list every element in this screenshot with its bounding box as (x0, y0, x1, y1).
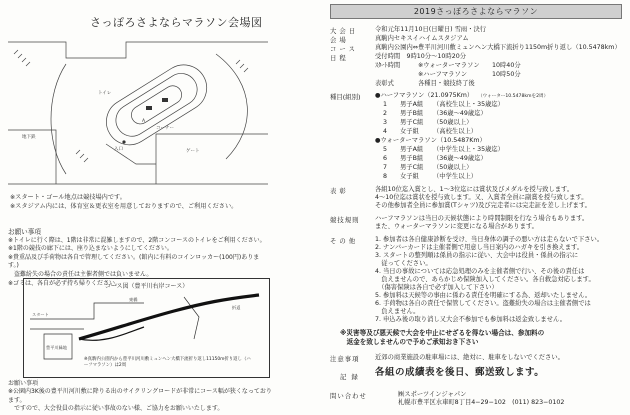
request-line: 盗難紛失の場合の責任は主催者側では負いません。 (8, 270, 153, 278)
label-schedule: 日程 (330, 54, 349, 62)
group-cond: （中学生以上） (433, 173, 478, 180)
course-note: ※真駒内公園内から豊平川河川敷ミュンヘン大橋下流折り返し11150m折り返し（ハーフマラソン）は2周 (84, 357, 251, 368)
group-cond: （高校生以上） (433, 128, 478, 135)
group-num: 8 (383, 173, 388, 180)
rules-line: また、ウォーターマラソンに変更になる場合があります。 (375, 223, 538, 230)
other-line: 7. 申込み後の取り消し又大会不参加でも参加料は返金致しません。 (375, 316, 566, 323)
group-name: 女子組 (400, 173, 419, 180)
group-num: 1 (383, 101, 388, 108)
requests-section-2 (8, 380, 273, 414)
label-rules: 競技規則 (330, 216, 360, 224)
other-line: （傷害保険は各自で必ず加入して下さい） (375, 284, 498, 291)
group-name: 男子A組 (400, 101, 424, 108)
request-line: ※トイレに行く際は、1階は非常に混雑しますので、2階コンコースのトイレをご利用ください。 (8, 236, 266, 244)
start-time: 10時50分 (492, 71, 521, 78)
map-label-a: A (142, 119, 146, 124)
request-line: ※1階の競技の廊下には、座り込まないようにしてください。 (8, 245, 173, 253)
course-label-park: 豊平川緑地 (46, 345, 67, 350)
group-num: 6 (383, 155, 388, 162)
event-water: ●ウォーターマラソン（10.5487Km） (375, 137, 486, 144)
value-venue: 真駒内セキスイハイムスタジアム (375, 35, 469, 42)
value-course: 真駒内公園内⇔豊平川河川敷ミュンヘン大橋下流折り1150m折り返し（10.5478km） (375, 44, 621, 51)
course-map (24, 289, 269, 367)
group-num: 7 (383, 164, 388, 171)
value-schedule: 受付時間 9時10分〜10時20分 (375, 53, 467, 60)
group-num: 4 (383, 128, 388, 135)
group-num: 3 (383, 119, 388, 126)
label-events: 種目(組別) (330, 93, 361, 101)
requests-heading: お願い事項 (8, 228, 41, 236)
other-line: 2. ナンバーカードは主催者側で用意し当日案内のハガキを引き換えます。 (375, 244, 584, 251)
notice-value: 近郊の商業施設の駐車場には、絶対に、駐車をしないでください。 (375, 354, 564, 361)
group-cond: （50歳以上） (433, 119, 473, 126)
map-label-gate: ゲート (186, 149, 200, 154)
course-label-bridge: 東橋 (129, 297, 138, 302)
other-line: 1. 参加者は各自健康診断を受け、当日身体の調子の悪い方は走らないで下さい。 (375, 236, 604, 243)
awards-line: 各組10位迄入賞とし、1〜3位迄には賞状及びメダルを授与致します。 (375, 186, 574, 193)
warning-line: 返金を致しませんので予めご承知おき下さい (340, 338, 479, 346)
start-time: 10時40分 (492, 62, 521, 69)
group-cond: （高校生以上・35歳迄） (433, 101, 504, 108)
group-cond: （50歳以上） (433, 164, 473, 171)
group-name: 男子C組 (400, 119, 424, 126)
course-label-goal: 折返 (232, 305, 241, 310)
map-label-entrance: 入口 (114, 147, 123, 152)
start-time-label: ｽﾀｰﾄ時間 (375, 62, 401, 69)
ceremony-label: 表彰式 (375, 80, 394, 87)
event-title: 2019さっぽろさよならマラソン (330, 4, 622, 19)
awards-line: その他参加者全員に参加賞(Tシャツ)及び完走者には完走証を差し上げます。 (375, 202, 591, 209)
course-label-start: スタート (32, 312, 49, 317)
warning-line: ※災害等及び悪天候で大会を中止にせざるを得ない場合は、参加料の (340, 329, 545, 337)
event-half-note: （ウォーター10.5478kmを2周） (478, 94, 549, 99)
map-label-corner: コーナー (156, 126, 174, 131)
other-line: 従ってください。 (375, 260, 432, 267)
group-name: 女子組 (400, 128, 419, 135)
group-name: 男子B組 (400, 155, 424, 162)
group-cond: （36歳〜49歳迄） (433, 155, 487, 162)
request-line: ※公園内3K後の豊平川河川敷に降りる出のサイクリングロードが非常にコース幅が狭くなっております。 (8, 388, 272, 404)
group-cond: （中学生以上・35歳迄） (433, 146, 504, 153)
map-label-station: 地下鉄 (22, 135, 36, 140)
value-date: 令和元年11月10日(日曜日) 雪雨・決行 (375, 26, 487, 33)
request-line: ですので、大会役員の指示に従い事故のない様、ご協力をお願いいたします。 (8, 405, 224, 413)
contact-line: 札幌市豊平区水車町8丁目4−29−102 (011) 823−0102 (398, 399, 565, 406)
group-name: 男子A組 (400, 146, 424, 153)
other-line: 負えません。 (375, 308, 420, 315)
label-date: 大会日 (330, 27, 359, 35)
awards-line: 4〜10位迄は賞状を授与致します。又、入賞者全員に副賞を授与致します。 (375, 194, 588, 201)
label-other: その他 (330, 237, 359, 245)
request-line: ※貴重品及び手荷物は各自で管理してください。(館内に有料のコインロッカー(100円)あります。) (8, 253, 260, 270)
record-value: 各組の成績表を後日、郵送致します。 (375, 367, 545, 378)
venue-notes (10, 193, 237, 211)
group-name: 男子B組 (400, 110, 424, 117)
request-line: ※ゴミは、各自が必ず持ち帰りください。 (8, 279, 122, 287)
start-event: ※ウォーターマラソン (418, 62, 480, 69)
venue-note: ※スタジアム内には、体育室＆更衣室を用意しておりますので、ご利用ください。 (10, 203, 238, 210)
other-line: 3. スタートの整列順は係員の指示に従い、大会中は役員・係員の指示に (375, 252, 579, 259)
other-line: 負えませんので、あらかじめ保険加入してください。各自救急対応します。 (375, 276, 595, 283)
venue-map-title: さっぽろさよならマラソン会場図 (90, 16, 263, 29)
group-num: 2 (383, 110, 388, 117)
other-line: 5. 参加料は天候等の事由に係わる責任を明確にする為、返却いたしません。 (375, 292, 592, 299)
venue-map (6, 34, 271, 192)
other-line: 4. 当日の事故については応急処理のみを主催者側で行い、その後の責任は (375, 268, 585, 275)
label-venue: 会場 (330, 36, 349, 44)
rules-line: ハーフマラソンは当日の天候状態により時間制限を行なう場合もあります。 (375, 215, 589, 222)
ceremony-value: 各種目・競技終了後 (418, 80, 475, 87)
map-label-toilet: トイレ (98, 91, 112, 96)
event-half: ●ハーフマラソン（21.0975Km） (375, 92, 474, 99)
requests-heading-2: お願い事項 (8, 380, 39, 387)
course-map-box (23, 278, 270, 378)
venue-note: ※スタート・ゴール地点は競技場内です。 (10, 194, 126, 201)
group-num: 5 (383, 146, 388, 153)
label-contact: 問い合わせ (330, 392, 367, 400)
other-line: 6. 手荷物は各自の責任で保管してください。盗難紛失の場合は主催者側では (375, 300, 591, 307)
start-event: ※ハーフマラソン (418, 71, 468, 78)
label-record: 記録 (340, 373, 363, 381)
group-name: 男子C組 (400, 164, 424, 171)
label-course: コース (330, 45, 358, 53)
course-map-title: コース図（豊平川右岸コース） (104, 283, 189, 290)
label-awards: 表彰 (330, 187, 349, 195)
group-cond: （36歳〜49歳迄） (433, 110, 487, 117)
contact-line: ㈱スポーツインジャパン (398, 391, 467, 398)
label-notice: 注意事項 (330, 355, 360, 363)
